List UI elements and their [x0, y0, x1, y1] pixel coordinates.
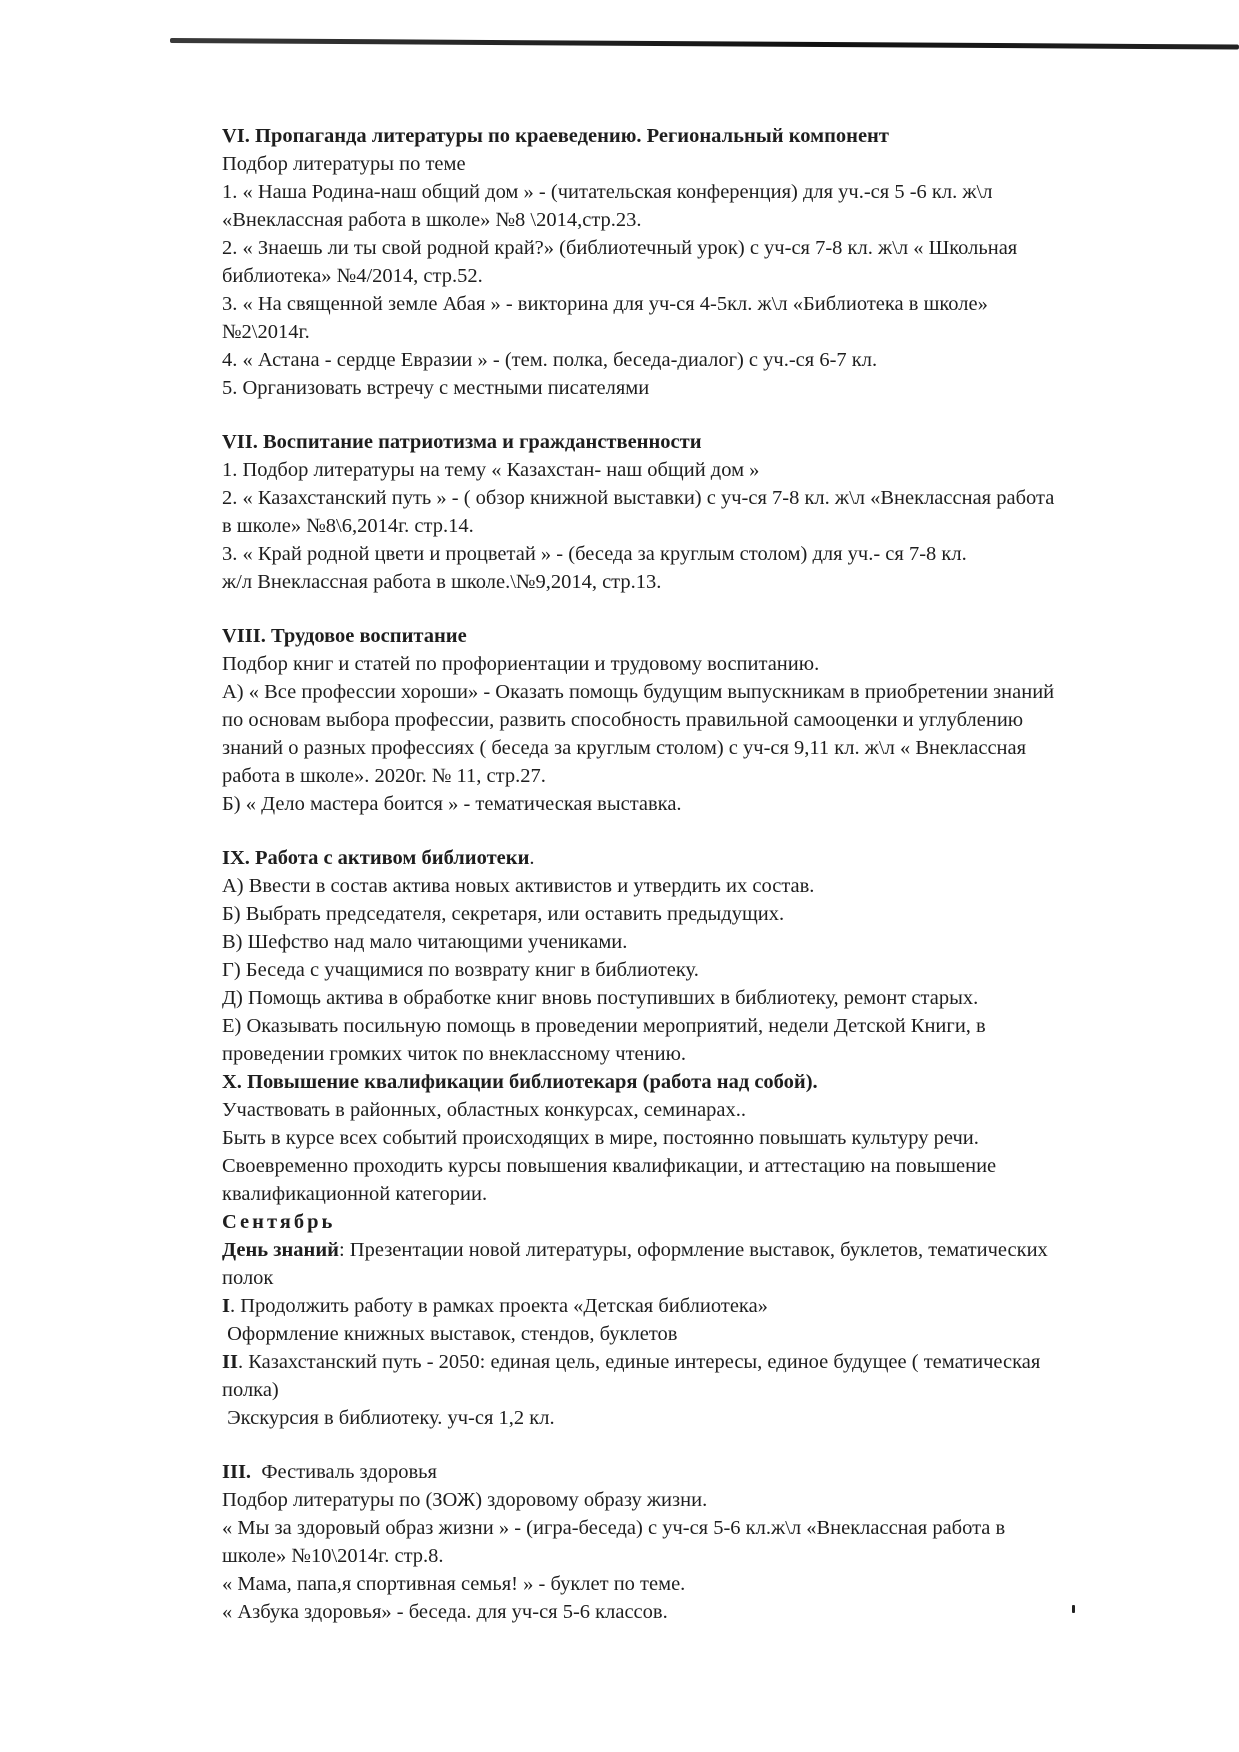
section-heading: X. Повышение квалификации библиотекаря (работа над собой). — [222, 1071, 818, 1093]
text-line: 2. « Знаешь ли ты свой родной край?» (библиотечный урок) с уч-ся 7-8 кл. ж\л « Школьная — [222, 237, 1018, 259]
text-line: знаний о разных профессиях ( беседа за круглым столом) с уч-ся 9,11 кл. ж\л « Внеклассная — [222, 737, 1027, 759]
text-line: «Внеклассная работа в школе» №8 \2014,стр.23. — [222, 209, 642, 231]
item-text: . Казахстанский путь - 2050: единая цель, единые интересы, единое будущее ( тематическая — [237, 1351, 1041, 1373]
text-line: Участвовать в районных, областных конкурсах, семинарах.. — [222, 1099, 747, 1121]
text-line: №2\2014г. — [222, 321, 310, 343]
item-text: Фестиваль здоровья — [251, 1461, 437, 1483]
section-heading: VII. Воспитание патриотизма и гражданственности — [222, 431, 702, 453]
month-heading: Сентябрь — [222, 1211, 336, 1233]
text-line: Д) Помощь актива в обработке книг вновь поступивших в библиотеку, ремонт старых. — [222, 987, 979, 1009]
text-line: Экскурсия в библиотеку. уч-ся 1,2 кл. — [222, 1407, 555, 1429]
section-heading: VIII. Трудовое воспитание — [222, 625, 467, 647]
scan-edge-line — [170, 38, 1239, 50]
section-heading: IX. Работа с активом библиотеки — [222, 847, 530, 869]
text-line: Своевременно проходить курсы повышения квалификации, и аттестацию на повышение — [222, 1155, 997, 1177]
text-line: полка) — [222, 1379, 279, 1401]
text-line: в школе» №8\6,2014г. стр.14. — [222, 515, 474, 537]
text-line: 5. Организовать встречу с местными писателями — [222, 377, 650, 399]
text-line: по основам выбора профессии, развить способность правильной самооценки и углублению — [222, 709, 1024, 731]
text-line: школе» №10\2014г. стр.8. — [222, 1545, 444, 1567]
text-line: В) Шефство над мало читающими учениками. — [222, 931, 628, 953]
text-line: А) Ввести в состав актива новых активистов и утвердить их состав. — [222, 875, 815, 897]
scan-speck — [1072, 1605, 1075, 1613]
text-line: Быть в курсе всех событий происходящих в мире, постоянно повышать культуру речи. — [222, 1127, 979, 1149]
section-vi — [222, 122, 1239, 402]
section-heading: VI. Пропаганда литературы по краеведению. Региональный компонент — [222, 125, 889, 147]
section-viii — [222, 622, 1239, 818]
text-line: « Азбука здоровья» - беседа. для уч-ся 5-6 классов. — [222, 1601, 668, 1623]
document-page — [222, 122, 1239, 1626]
text-line: А) « Все профессии хороши» - Оказать помощь будущим выпускникам в приобретении знаний — [222, 681, 1055, 703]
item-text: . Продолжить работу в рамках проекта «Детская библиотека» — [229, 1295, 768, 1317]
text-line: 3. « Край родной цвети и процветай » - (беседа за круглым столом) для уч.- ся 7-8 кл. — [222, 543, 967, 565]
text-line: Подбор литературы по (ЗОЖ) здоровому образу жизни. — [222, 1489, 708, 1511]
heading-period: . — [529, 847, 535, 869]
section-vii — [222, 428, 1239, 596]
text-line — [222, 1458, 1239, 1486]
text-line: Б) « Дело мастера боится » - тематическая выставка. — [222, 793, 682, 815]
text-line: 3. « На священной земле Абая » - викторина для уч-ся 4-5кл. ж\л «Библиотека в школе» — [222, 293, 988, 315]
section-september — [222, 1208, 1239, 1432]
text-line: работа в школе». 2020г. № 11, стр.27. — [222, 765, 546, 787]
section-iii — [222, 1458, 1239, 1626]
text-line: 1. « Наша Родина-наш общий дом » - (читательская конференция) для уч.-ся 5 -6 кл. ж\л — [222, 181, 993, 203]
text-line: Оформление книжных выставок, стендов, буклетов — [222, 1323, 678, 1345]
text-line: Г) Беседа с учащимися по возврату книг в библиотеку. — [222, 959, 699, 981]
day-label: День знаний — [222, 1239, 339, 1261]
item-number: III. — [222, 1461, 252, 1483]
item-number: II — [222, 1351, 238, 1373]
text-line — [222, 1292, 1239, 1320]
text-line: « Мама, папа,я спортивная семья! » - буклет по теме. — [222, 1573, 686, 1595]
text-line: 2. « Казахстанский путь » - ( обзор книжной выставки) с уч-ся 7-8 кл. ж\л «Внеклассная работа — [222, 487, 1055, 509]
text-line: 4. « Астана - сердце Евразии » - (тем. полка, беседа-диалог) с уч.-ся 6-7 кл. — [222, 349, 878, 371]
text-line: Подбор литературы по теме — [222, 153, 466, 175]
text-line — [222, 1236, 1239, 1264]
text-line — [222, 1348, 1239, 1376]
text-line: полок — [222, 1267, 274, 1289]
section-x — [222, 1068, 1239, 1208]
text-line: ж/л Внеклассная работа в школе.\№9,2014, стр.13. — [222, 571, 662, 593]
text-line: « Мы за здоровый образ жизни » - (игра-беседа) с уч-ся 5-6 кл.ж\л «Внеклассная работа в — [222, 1517, 1006, 1539]
text-line: Подбор книг и статей по профориентации и трудовому воспитанию. — [222, 653, 820, 675]
text-line: квалификационной категории. — [222, 1183, 488, 1205]
text-line: Б) Выбрать председателя, секретаря, или оставить предыдущих. — [222, 903, 785, 925]
section-ix — [222, 844, 1239, 1068]
section-heading-row — [222, 844, 1239, 872]
item-number: I — [222, 1295, 230, 1317]
text-line: библиотека» №4/2014, стр.52. — [222, 265, 483, 287]
text-line: 1. Подбор литературы на тему « Казахстан- наш общий дом » — [222, 459, 760, 481]
text-line: Е) Оказывать посильную помощь в проведении мероприятий, недели Детской Книги, в — [222, 1015, 986, 1037]
text-line: проведении громких читок по внеклассному чтению. — [222, 1043, 687, 1065]
day-text: : Презентации новой литературы, оформление выставок, буклетов, тематических — [338, 1239, 1048, 1261]
